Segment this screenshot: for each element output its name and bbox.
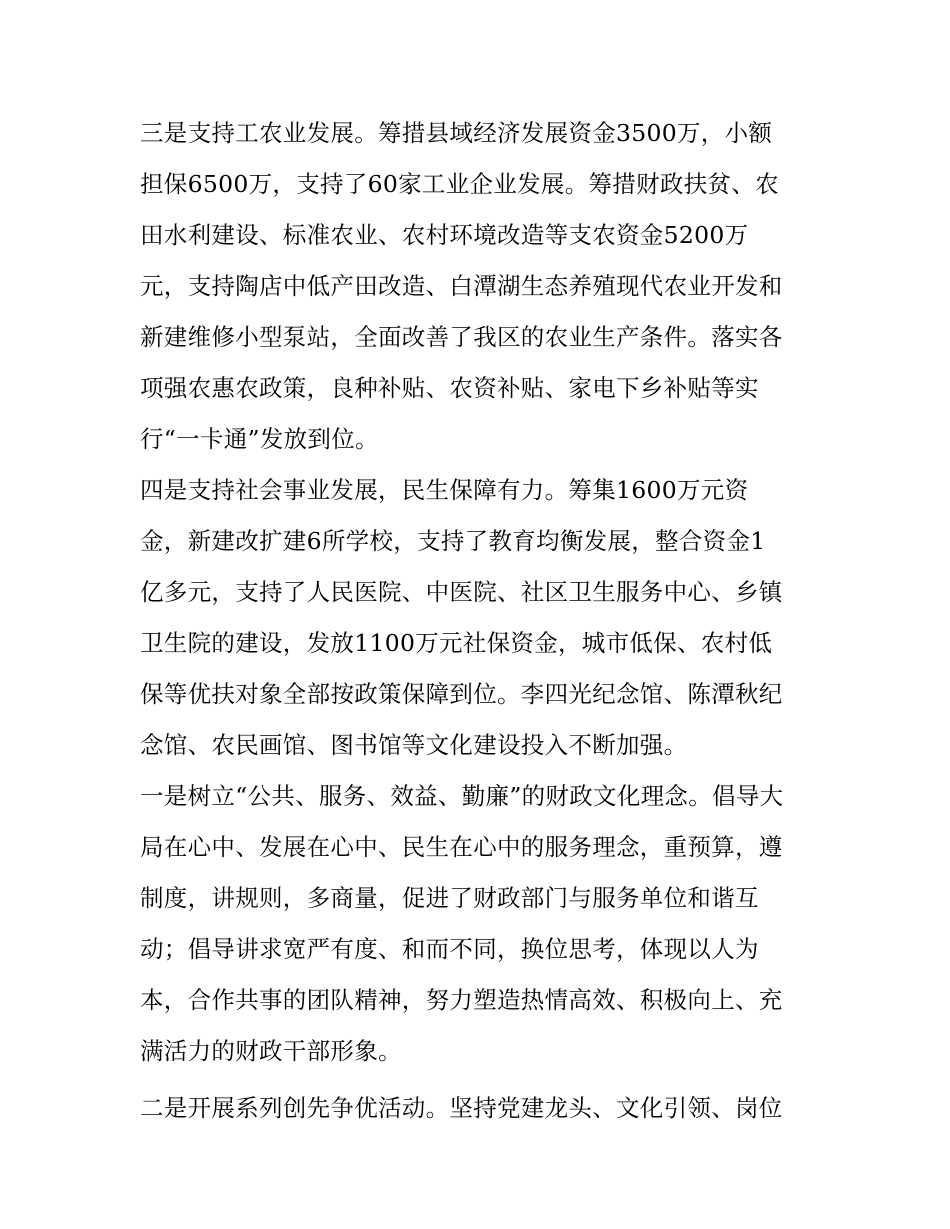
text-line: 新建维修小型泵站，全面改善了我区的农业生产条件。落实各 (140, 323, 783, 351)
paragraph-excellence-activities (140, 1083, 820, 1134)
text-line: 制度，讲规则，多商量，促进了财政部门与服务单位和谐互 (140, 884, 759, 912)
text-line: 本，合作共事的团队精神，努力塑造热情高效、积极向上、充 (140, 986, 783, 1014)
text-line: 四是支持社会事业发展，民生保障有力。筹集1600万元资 (140, 476, 749, 504)
text-line: 局在心中、发展在心中、民生在心中的服务理念，重预算，遵 (140, 833, 783, 861)
document-body (140, 108, 820, 1134)
text-line: 三是支持工农业发展。筹措县域经济发展资金3500万，小额 (140, 119, 773, 147)
text-line: 项强农惠农政策，良种补贴、农资补贴、家电下乡补贴等实 (140, 374, 759, 402)
paragraph-social-undertakings (140, 465, 820, 771)
paragraph-financial-culture (140, 771, 820, 1077)
text-line: 亿多元，支持了人民医院、中医院、社区卫生服务中心、乡镇 (140, 578, 783, 606)
text-line: 元，支持陶店中低产田改造、白潭湖生态养殖现代农业开发和 (140, 272, 783, 300)
text-line: 保等优扶对象全部按政策保障到位。李四光纪念馆、陈潭秋纪 (140, 680, 783, 708)
text-line: 行“一卡通”发放到位。 (140, 425, 379, 453)
paragraph-industry-agriculture (140, 108, 820, 465)
text-line: 担保6500万，支持了60家工业企业发展。筹措财政扶贫、农 (140, 170, 779, 198)
text-line: 一是树立“公共、服务、效益、勤廉”的财政文化理念。倡导大 (140, 782, 784, 810)
text-line: 卫生院的建设，发放1100万元社保资金，城市低保、农村低 (140, 629, 773, 657)
text-line: 田水利建设、标准农业、农村环境改造等支农资金5200万 (140, 221, 749, 249)
text-line: 满活力的财政干部形象。 (140, 1037, 402, 1065)
text-line: 金，新建改扩建6所学校，支持了教育均衡发展，整合资金1 (140, 527, 766, 555)
text-line: 念馆、农民画馆、图书馆等文化建设投入不断加强。 (140, 731, 688, 759)
text-line: 二是开展系列创先争优活动。坚持党建龙头、文化引领、岗位 (140, 1094, 783, 1122)
text-line: 动；倡导讲求宽严有度、和而不同，换位思考，体现以人为 (140, 935, 759, 963)
